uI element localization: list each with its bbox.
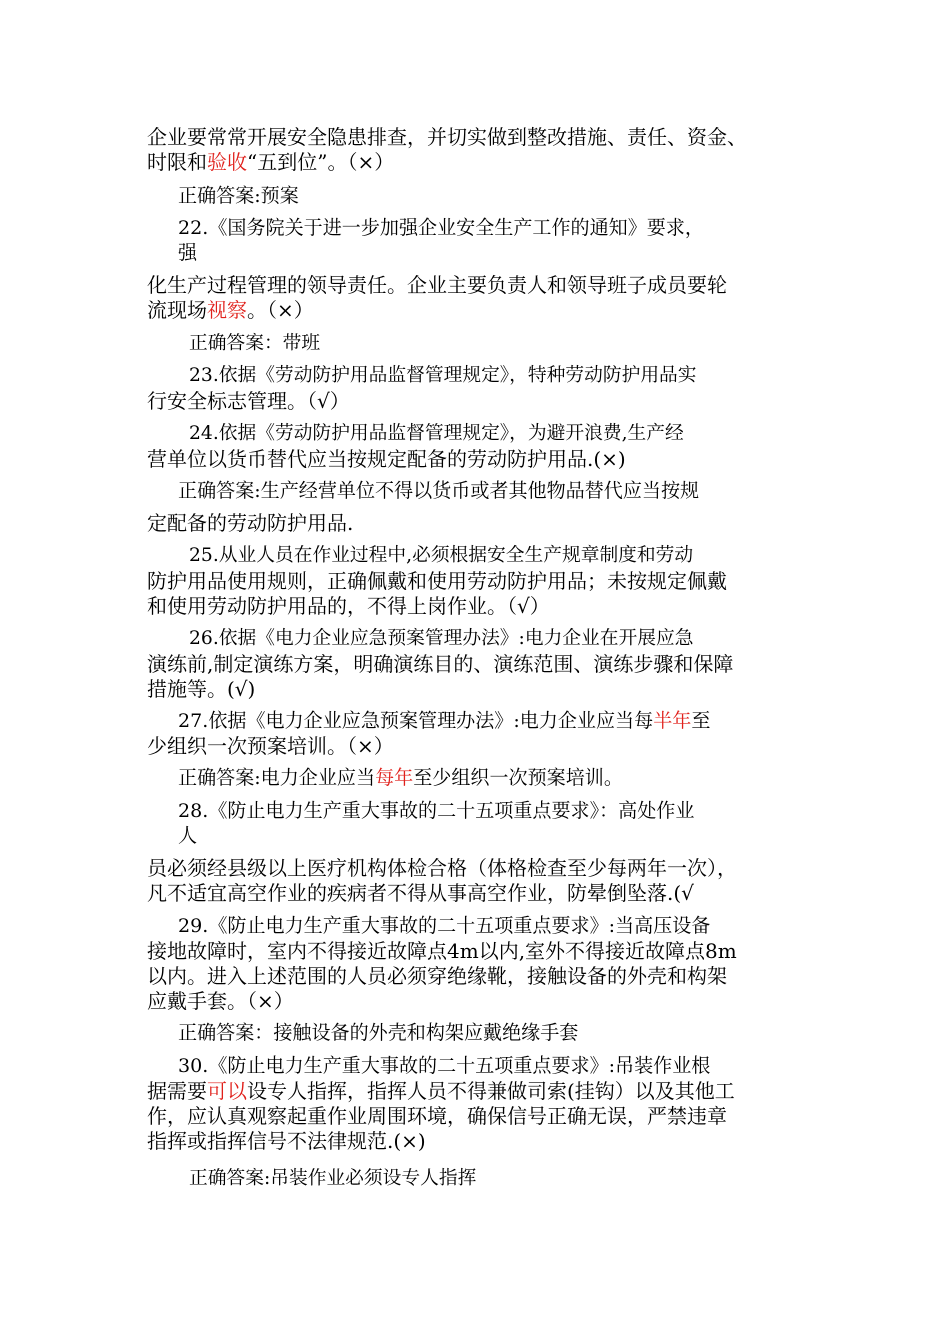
text-line: [178, 478, 843, 504]
text-segment: 指挥或指挥信号不法律规范.(×): [147, 1129, 426, 1153]
text-segment: 正确答案:电力企业应当: [178, 767, 376, 789]
text-line: [147, 446, 812, 472]
text-segment: 30.《防止电力生产重大事故的二十五项重点要求》:吊装作业根: [178, 1055, 711, 1077]
text-line: [147, 855, 812, 881]
text-line: [147, 676, 812, 702]
text-line: [178, 913, 843, 939]
text-segment: 29.《防止电力生产重大事故的二十五项重点要求》:当高压设备: [178, 915, 711, 937]
text-segment: 22.《国务院关于进一步加强企业安全生产工作的通知》要求，: [178, 217, 704, 239]
text-segment: 定配备的劳动防护用品.: [147, 511, 354, 535]
text-segment: 正确答案:预案: [178, 185, 299, 207]
text-segment: 24.依据《劳动防护用品监督管理规定》，为避开浪费,生产经: [189, 423, 684, 444]
text-line: [147, 149, 812, 175]
text-segment: 企业要常常开展安全隐患排查，并切实做到整改措施、责任、资金、: [147, 125, 747, 149]
text-line: [147, 297, 812, 323]
text-line: [147, 733, 812, 759]
text-line: [178, 708, 843, 734]
text-line: [189, 1166, 854, 1192]
text-line: [147, 938, 812, 964]
text-segment: 至少组织一次预案培训。: [413, 767, 623, 789]
highlighted-text: 可以: [207, 1079, 247, 1103]
text-segment: 行安全标志管理。（√）: [147, 389, 350, 413]
text-line: [147, 510, 812, 536]
text-segment: 正确答案：带班: [189, 333, 321, 354]
text-segment: 营单位以货币替代应当按规定配备的劳动防护用品.(×): [147, 447, 626, 471]
text-line: [178, 215, 843, 241]
highlighted-text: 验收: [207, 150, 247, 174]
highlighted-text: 半年: [653, 710, 692, 732]
text-line: [178, 240, 843, 266]
text-line: [147, 388, 812, 414]
text-segment: “五到位”。（×）: [247, 150, 395, 174]
text-segment: 28.《防止电力生产重大事故的二十五项重点要求》：高处作业: [178, 800, 695, 822]
text-segment: 据需要: [147, 1079, 207, 1103]
text-segment: 作，应认真观察起重作业周围环境，确保信号正确无误，严禁违章: [147, 1104, 727, 1128]
text-line: [147, 1128, 812, 1154]
text-segment: 至: [691, 710, 711, 732]
text-segment: 员必须经县级以上医疗机构体检合格（体格检查至少每两年一次），: [147, 856, 737, 880]
text-line: [147, 1103, 812, 1129]
text-segment: 接地故障时，室内不得接近故障点4m以内,室外不得接近故障点8m: [147, 939, 737, 963]
text-segment: 时限和: [147, 150, 207, 174]
text-segment: 人: [178, 825, 198, 847]
text-segment: 设专人指挥，指挥人员不得兼做司索(挂钩）以及其他工: [247, 1079, 735, 1103]
text-segment: 正确答案:生产经营单位不得以货币或者其他物品替代应当按规: [178, 480, 700, 502]
text-segment: 化生产过程管理的领导责任。企业主要负责人和领导班子成员要轮: [147, 273, 727, 297]
text-line: [147, 963, 812, 989]
text-line: [189, 331, 854, 357]
text-line: [178, 798, 843, 824]
text-line: [147, 651, 812, 677]
text-line: [178, 823, 843, 849]
text-line: [147, 124, 812, 150]
text-line: [147, 272, 812, 298]
text-segment: 正确答案：接触设备的外壳和构架应戴绝缘手套: [178, 1022, 579, 1044]
text-segment: 流现场: [147, 298, 207, 322]
text-line: [189, 363, 854, 389]
text-segment: 正确答案:吊装作业必须设专人指挥: [189, 1168, 477, 1189]
highlighted-text: 每年: [375, 767, 414, 789]
text-line: [147, 1078, 812, 1104]
text-segment: 27.依据《电力企业应急预案管理办法》:电力企业应当每: [178, 710, 654, 732]
text-segment: 措施等。(√): [147, 677, 256, 701]
text-line: [147, 568, 812, 594]
text-line: [189, 626, 854, 652]
text-segment: 强: [178, 242, 198, 264]
text-segment: 以内。进入上述范围的人员必须穿绝缘靴，接触设备的外壳和构架: [147, 964, 727, 988]
text-line: [147, 880, 812, 906]
text-segment: 凡不适宜高空作业的疾病者不得从事高空作业，防晕倒坠落.(√: [147, 881, 694, 905]
text-segment: 23.依据《劳动防护用品监督管理规定》，特种劳动防护用品实: [189, 365, 697, 386]
text-segment: 应戴手套。（×）: [147, 989, 294, 1013]
text-segment: 25.从业人员在作业过程中,必须根据安全生产规章制度和劳动: [189, 545, 694, 566]
text-line: [147, 593, 812, 619]
text-line: [178, 183, 843, 209]
text-segment: 防护用品使用规则，正确佩戴和使用劳动防护用品；未按规定佩戴: [147, 569, 727, 593]
text-line: [189, 543, 854, 569]
highlighted-text: 视察: [207, 298, 247, 322]
text-line: [178, 765, 843, 791]
text-line: [189, 421, 854, 447]
text-line: [178, 1020, 843, 1046]
text-line: [147, 988, 812, 1014]
text-segment: 26.依据《电力企业应急预案管理办法》:电力企业在开展应急: [189, 628, 694, 649]
text-segment: 演练前,制定演练方案，明确演练目的、演练范围、演练步骤和保障: [147, 652, 734, 676]
text-segment: 。（×）: [247, 298, 314, 322]
text-segment: 少组织一次预案培训。（×）: [147, 734, 394, 758]
text-line: [178, 1053, 843, 1079]
text-segment: 和使用劳动防护用品的，不得上岗作业。（√）: [147, 594, 550, 618]
